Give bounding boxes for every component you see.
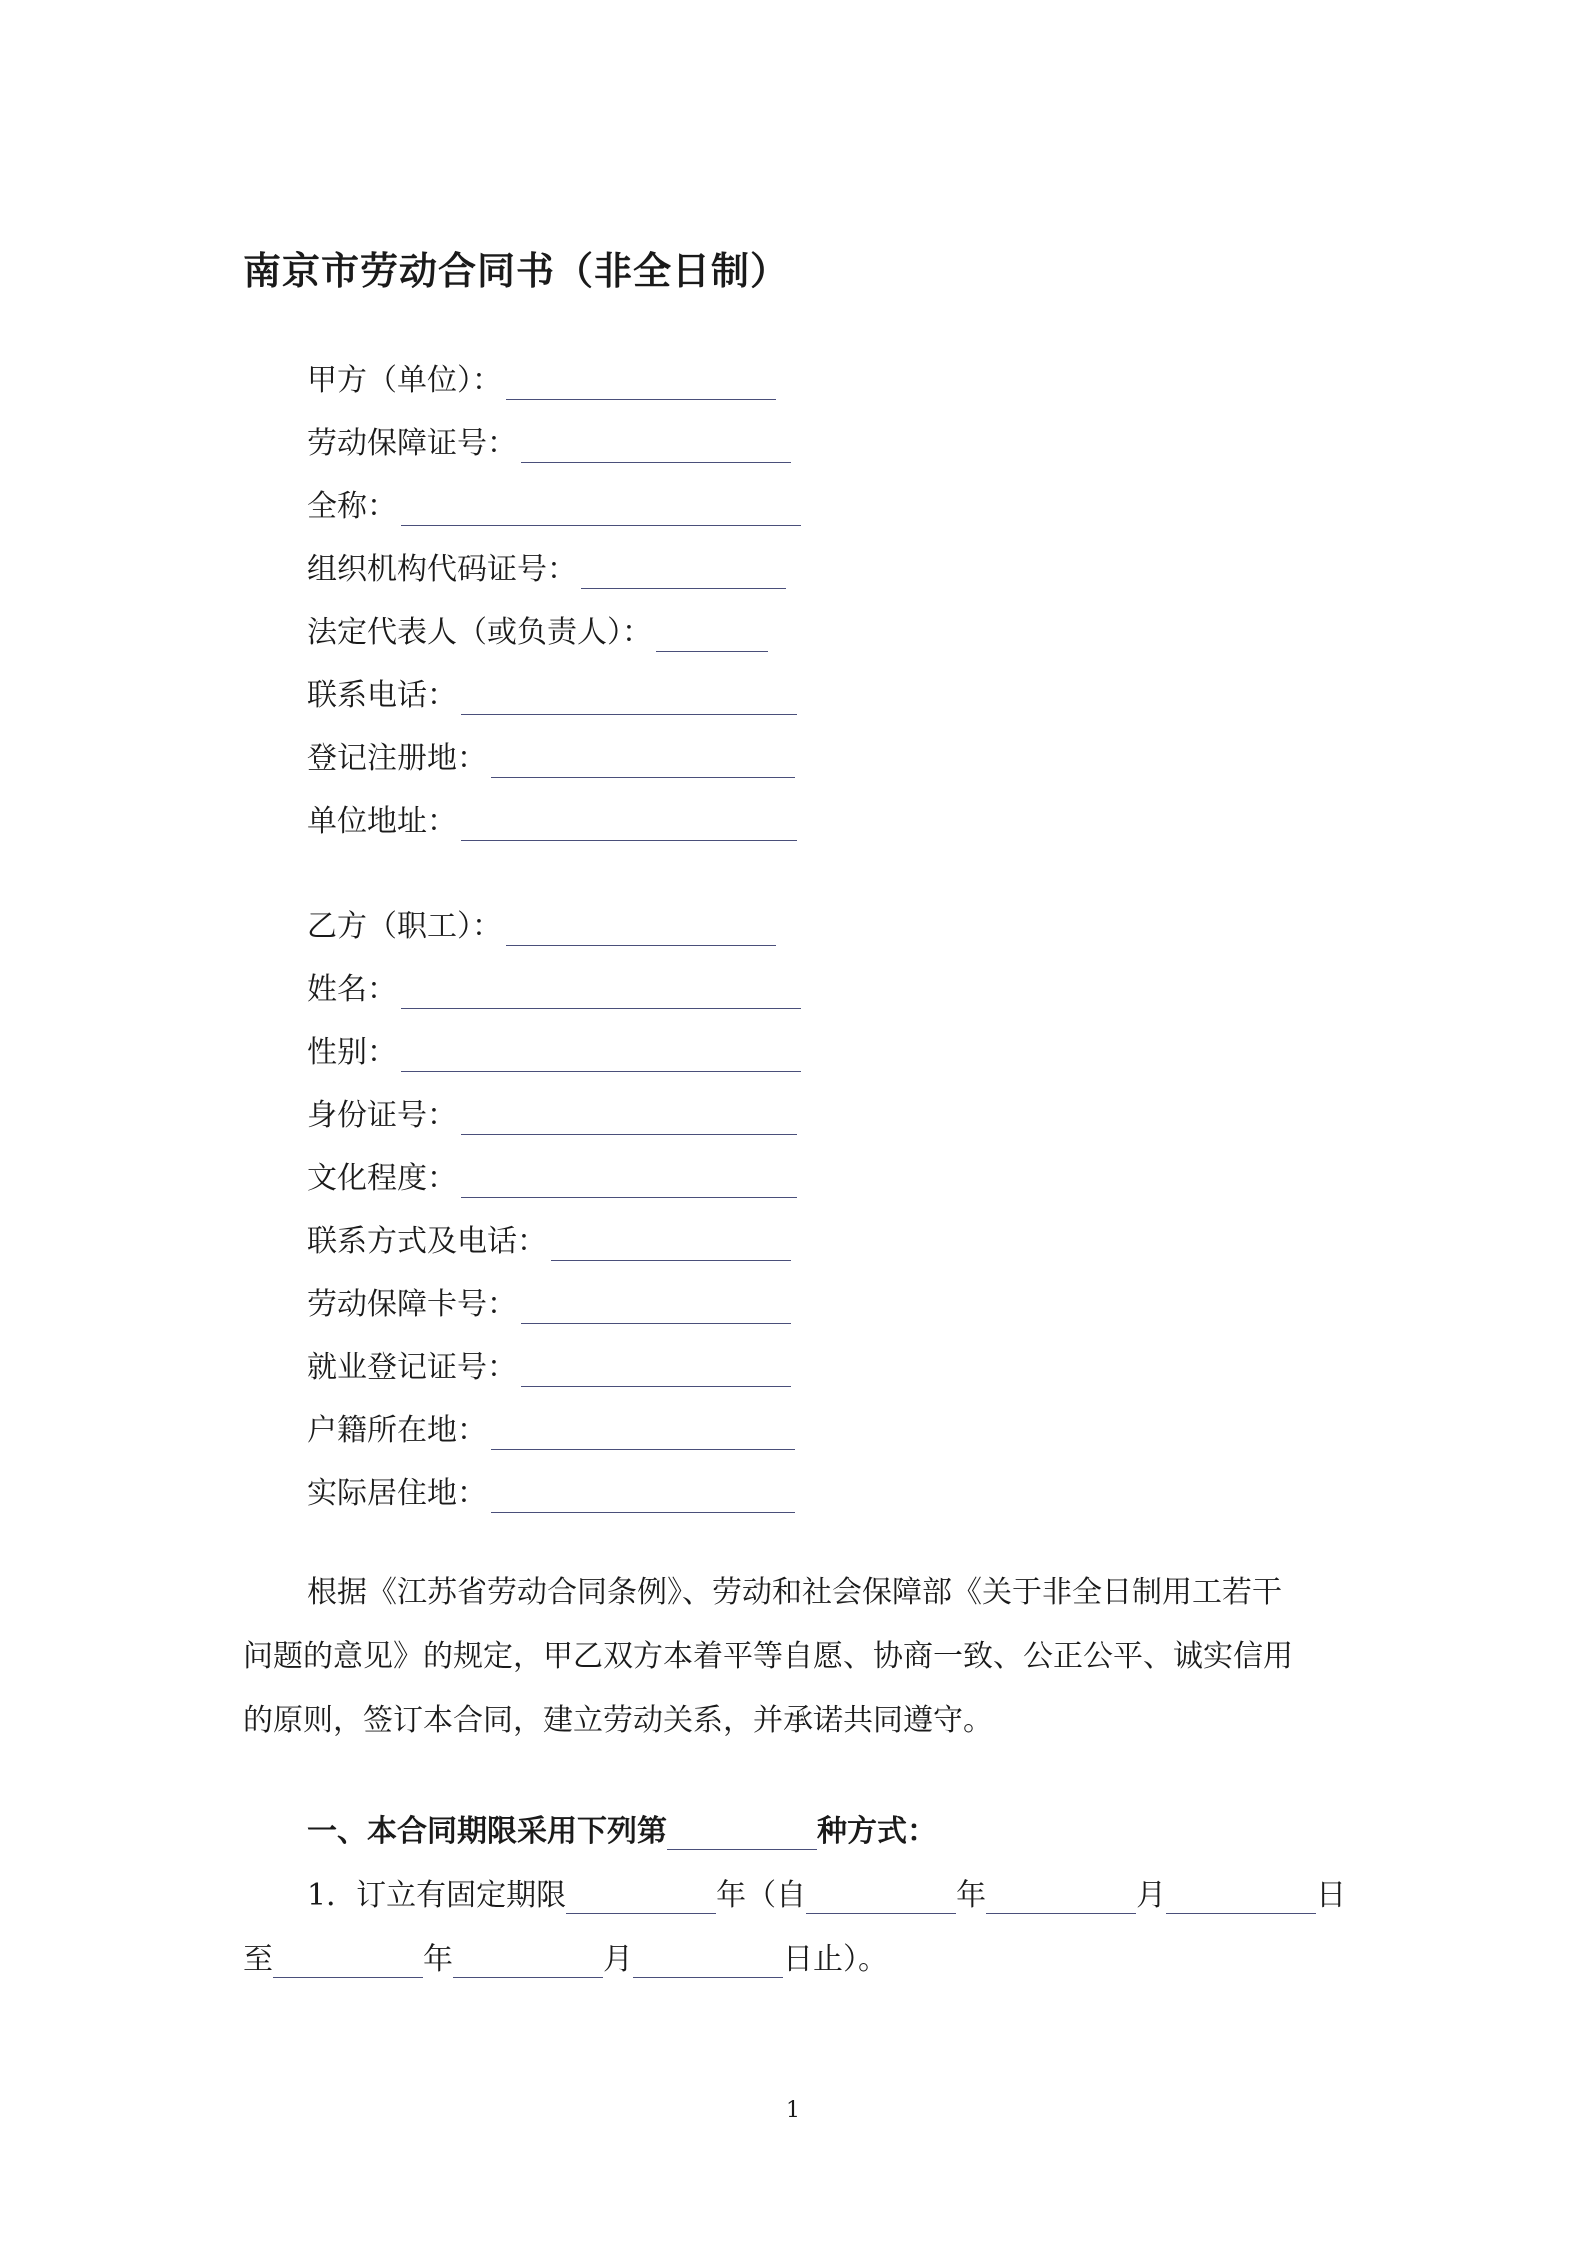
- field-label: 组织机构代码证号：: [307, 552, 577, 587]
- start-day-blank[interactable]: [1166, 1883, 1316, 1914]
- preamble-line: 的原则，签订本合同，建立劳动关系，并承诺共同遵守。: [243, 1703, 993, 1738]
- preamble-paragraph: [243, 1575, 1353, 1770]
- contact-method-blank[interactable]: [551, 1224, 791, 1261]
- term-text: 日: [1316, 1878, 1347, 1913]
- field-label: 劳动保障证号：: [307, 426, 517, 461]
- section-1-heading: [307, 1806, 937, 1850]
- term-years-blank[interactable]: [566, 1883, 716, 1914]
- field-label: 单位地址：: [307, 804, 457, 839]
- actual-residence-blank[interactable]: [491, 1476, 795, 1513]
- full-name-blank[interactable]: [401, 489, 801, 526]
- section-heading-text: 种方式：: [817, 1814, 937, 1849]
- term-item-1-line-1: [307, 1870, 1346, 1914]
- term-item-1-line-2: [243, 1934, 888, 1978]
- name-field: [307, 965, 801, 1009]
- preamble-line: 问题的意见》的规定，甲乙双方本着平等自愿、协商一致、公正公平、诚实信用: [243, 1639, 1293, 1674]
- employment-cert-blank[interactable]: [521, 1350, 791, 1387]
- labor-card-blank[interactable]: [521, 1287, 791, 1324]
- gender-field: [307, 1028, 801, 1072]
- legal-rep-field: [307, 608, 768, 652]
- registration-place-field: [307, 734, 795, 778]
- labor-security-cert-field: [307, 419, 791, 463]
- party-a-unit-field: [307, 356, 776, 400]
- field-label: 全称：: [307, 489, 397, 524]
- term-text: 月: [603, 1942, 633, 1977]
- term-text: 月: [1136, 1878, 1167, 1913]
- term-text: 日止）。: [783, 1942, 888, 1977]
- education-field: [307, 1154, 797, 1198]
- contact-phone-blank[interactable]: [461, 678, 797, 715]
- field-label: 实际居住地：: [307, 1476, 487, 1511]
- labor-security-cert-blank[interactable]: [521, 426, 791, 463]
- unit-address-field: [307, 797, 797, 841]
- term-text: 1．订立有固定期限: [307, 1878, 567, 1913]
- term-text: 年: [716, 1878, 747, 1913]
- field-label: 户籍所在地：: [307, 1413, 487, 1448]
- field-label: 就业登记证号：: [307, 1350, 517, 1385]
- method-number-blank[interactable]: [667, 1819, 817, 1850]
- education-blank[interactable]: [461, 1161, 797, 1198]
- org-code-blank[interactable]: [581, 552, 786, 589]
- field-label: 性别：: [307, 1035, 397, 1070]
- end-day-blank[interactable]: [633, 1947, 783, 1978]
- org-code-field: [307, 545, 786, 589]
- field-label: 甲方（单位）：: [307, 363, 502, 398]
- start-year-blank[interactable]: [806, 1883, 956, 1914]
- field-label: 登记注册地：: [307, 741, 487, 776]
- gender-blank[interactable]: [401, 1035, 801, 1072]
- registration-place-blank[interactable]: [491, 741, 795, 778]
- party-a-unit-blank[interactable]: [506, 363, 776, 400]
- household-registration-field: [307, 1406, 795, 1450]
- term-text: 至: [243, 1942, 273, 1977]
- page-title: 南京市劳动合同书（非全日制）: [243, 249, 790, 293]
- field-label: 联系电话：: [307, 678, 457, 713]
- field-label: 姓名：: [307, 972, 397, 1007]
- party-b-employee-blank[interactable]: [506, 909, 776, 946]
- unit-address-blank[interactable]: [461, 804, 797, 841]
- field-label: 联系方式及电话：: [307, 1224, 547, 1259]
- end-year-blank[interactable]: [273, 1947, 423, 1978]
- term-text: （自: [746, 1878, 807, 1913]
- page-number: 1: [786, 2098, 800, 2123]
- field-label: 劳动保障卡号：: [307, 1287, 517, 1322]
- household-registration-blank[interactable]: [491, 1413, 795, 1450]
- start-month-blank[interactable]: [986, 1883, 1136, 1914]
- actual-residence-field: [307, 1469, 795, 1513]
- name-blank[interactable]: [401, 972, 801, 1009]
- section-heading-text: 一、本合同期限采用下列第: [307, 1814, 667, 1849]
- id-number-field: [307, 1091, 797, 1135]
- full-name-field: [307, 482, 801, 526]
- contact-method-field: [307, 1217, 791, 1261]
- preamble-line: 根据《江苏省劳动合同条例》、劳动和社会保障部《关于非全日制用工若干: [307, 1575, 1282, 1610]
- field-label: 法定代表人（或负责人）：: [307, 615, 652, 650]
- employment-cert-field: [307, 1343, 791, 1387]
- end-month-blank[interactable]: [453, 1947, 603, 1978]
- id-number-blank[interactable]: [461, 1098, 797, 1135]
- contact-phone-field: [307, 671, 797, 715]
- field-label: 文化程度：: [307, 1161, 457, 1196]
- labor-card-field: [307, 1280, 791, 1324]
- term-text: 年: [956, 1878, 987, 1913]
- term-text: 年: [423, 1942, 453, 1977]
- party-b-employee-field: [307, 902, 776, 946]
- field-label: 身份证号：: [307, 1098, 457, 1133]
- field-label: 乙方（职工）：: [307, 909, 502, 944]
- legal-rep-blank[interactable]: [656, 615, 768, 652]
